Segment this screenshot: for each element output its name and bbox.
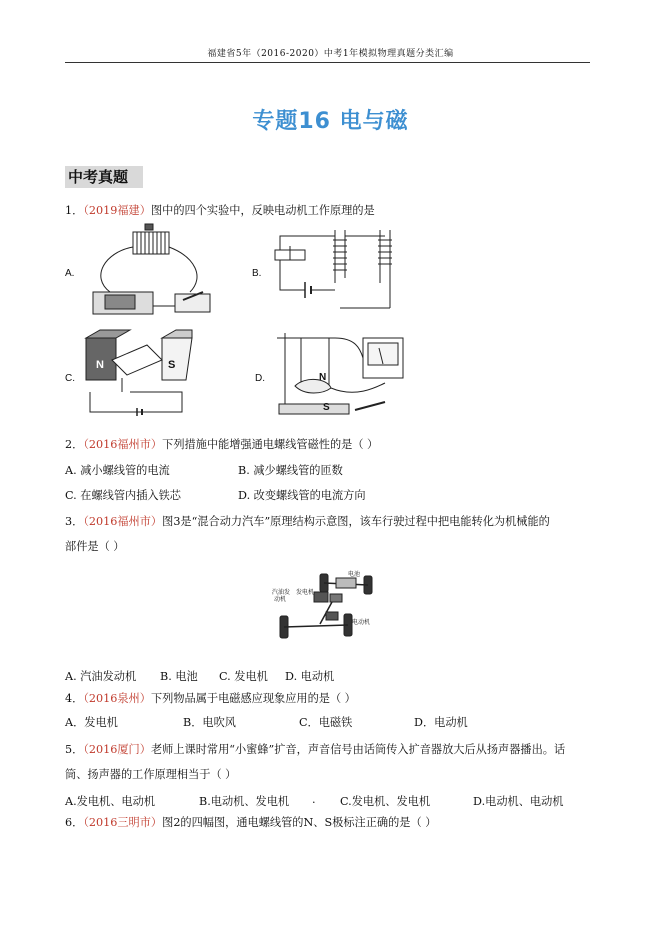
question-4 (65, 690, 356, 706)
question-3 (65, 513, 550, 529)
question-number: 2． (65, 438, 84, 451)
option-d: D．电动机 (414, 716, 468, 729)
figure-label-b: B. (252, 268, 262, 279)
magnet-s-label: S (323, 402, 330, 413)
question-number: 5． (65, 743, 84, 756)
option-b: B.电动机、发电机 (199, 795, 290, 808)
label-engine-1: 汽油发 (272, 589, 291, 596)
question-text: 老师上课时常用“小蜜蜂”扩音，声音信号由话筒传入扩音器放大后从扬声器播出。话 (150, 743, 566, 756)
option-b: B. 电池 (160, 670, 198, 683)
figure-a-diagram (85, 222, 215, 322)
option-c: C. 在螺线管内插入铁芯 (65, 489, 181, 502)
hybrid-car-diagram (272, 572, 384, 642)
option-d: D. 电动机 (285, 670, 335, 683)
question-3-continued: 部件是（ ） (65, 540, 125, 553)
option-c: C.发电机、发电机 (340, 795, 431, 808)
label-motor: 电动机 (352, 619, 371, 626)
question-source: （2016福州市） (83, 438, 163, 451)
figure-b-diagram (265, 228, 405, 313)
label-engine-2: 动机 (274, 596, 287, 603)
option-a: A．发电机 (65, 716, 118, 729)
figure-label-a: A. (65, 268, 75, 279)
question-6 (65, 814, 436, 830)
option-b: B．电吹风 (183, 716, 236, 729)
question-source: （2016三明市） (83, 816, 163, 829)
question-number: 1． (65, 204, 84, 217)
question-source: （2016厦门） (83, 743, 151, 756)
option-a: A.发电机、电动机 (65, 795, 155, 808)
figure-d-diagram (265, 328, 410, 420)
label-battery: 电池 (348, 571, 361, 578)
question-source: （2019福建） (83, 204, 151, 217)
label-generator: 发电机 (296, 589, 315, 596)
magnet-s-label: S (168, 359, 176, 371)
question-source: （2016福州市） (83, 515, 163, 528)
option-c: C．电磁铁 (299, 716, 353, 729)
figure-label-d: D. (255, 373, 265, 384)
header-divider (65, 62, 590, 63)
question-number: 6． (65, 816, 84, 829)
question-text: 图2的四幅图，通电螺线管的N、S极标注正确的是（ ） (162, 816, 437, 829)
question-text: 下列措施中能增强通电螺线管磁性的是（ ） (162, 438, 379, 451)
page-header: 福建省5年（2016-2020）中考1年模拟物理真题分类汇编 (207, 49, 454, 59)
option-d: D. 改变螺线管的电流方向 (238, 489, 366, 502)
option-a: A. 减小螺线管的电流 (65, 464, 170, 477)
page-title: 专题16 电与磁 (252, 109, 409, 134)
option-b: B. 减少螺线管的匝数 (238, 464, 343, 477)
question-number: 3． (65, 515, 84, 528)
stray-mark: . (312, 793, 316, 806)
question-1 (65, 202, 375, 218)
question-text: 图3是“混合动力汽车”原理结构示意图，该车行驶过程中把电能转化为机械能的 (162, 515, 550, 528)
question-number: 4． (65, 692, 84, 705)
question-source: （2016泉州） (83, 692, 151, 705)
option-c: C. 发电机 (219, 670, 268, 683)
question-text: 下列物品属于电磁感应现象应用的是（ ） (150, 692, 356, 705)
question-5 (65, 741, 565, 757)
magnet-n-label: N (96, 359, 104, 371)
question-5-continued: 筒、扬声器的工作原理相当于（ ） (65, 768, 237, 781)
question-2 (65, 436, 378, 452)
figure-c-diagram (82, 330, 197, 418)
magnet-n-label: N (319, 372, 327, 383)
question-text: 图中的四个实验中，反映电动机工作原理的是 (150, 204, 375, 217)
option-a: A. 汽油发动机 (65, 670, 137, 683)
figure-label-c: C. (65, 373, 75, 384)
section-heading: 中考真题 (65, 166, 143, 188)
option-d: D.电动机、电动机 (473, 795, 564, 808)
